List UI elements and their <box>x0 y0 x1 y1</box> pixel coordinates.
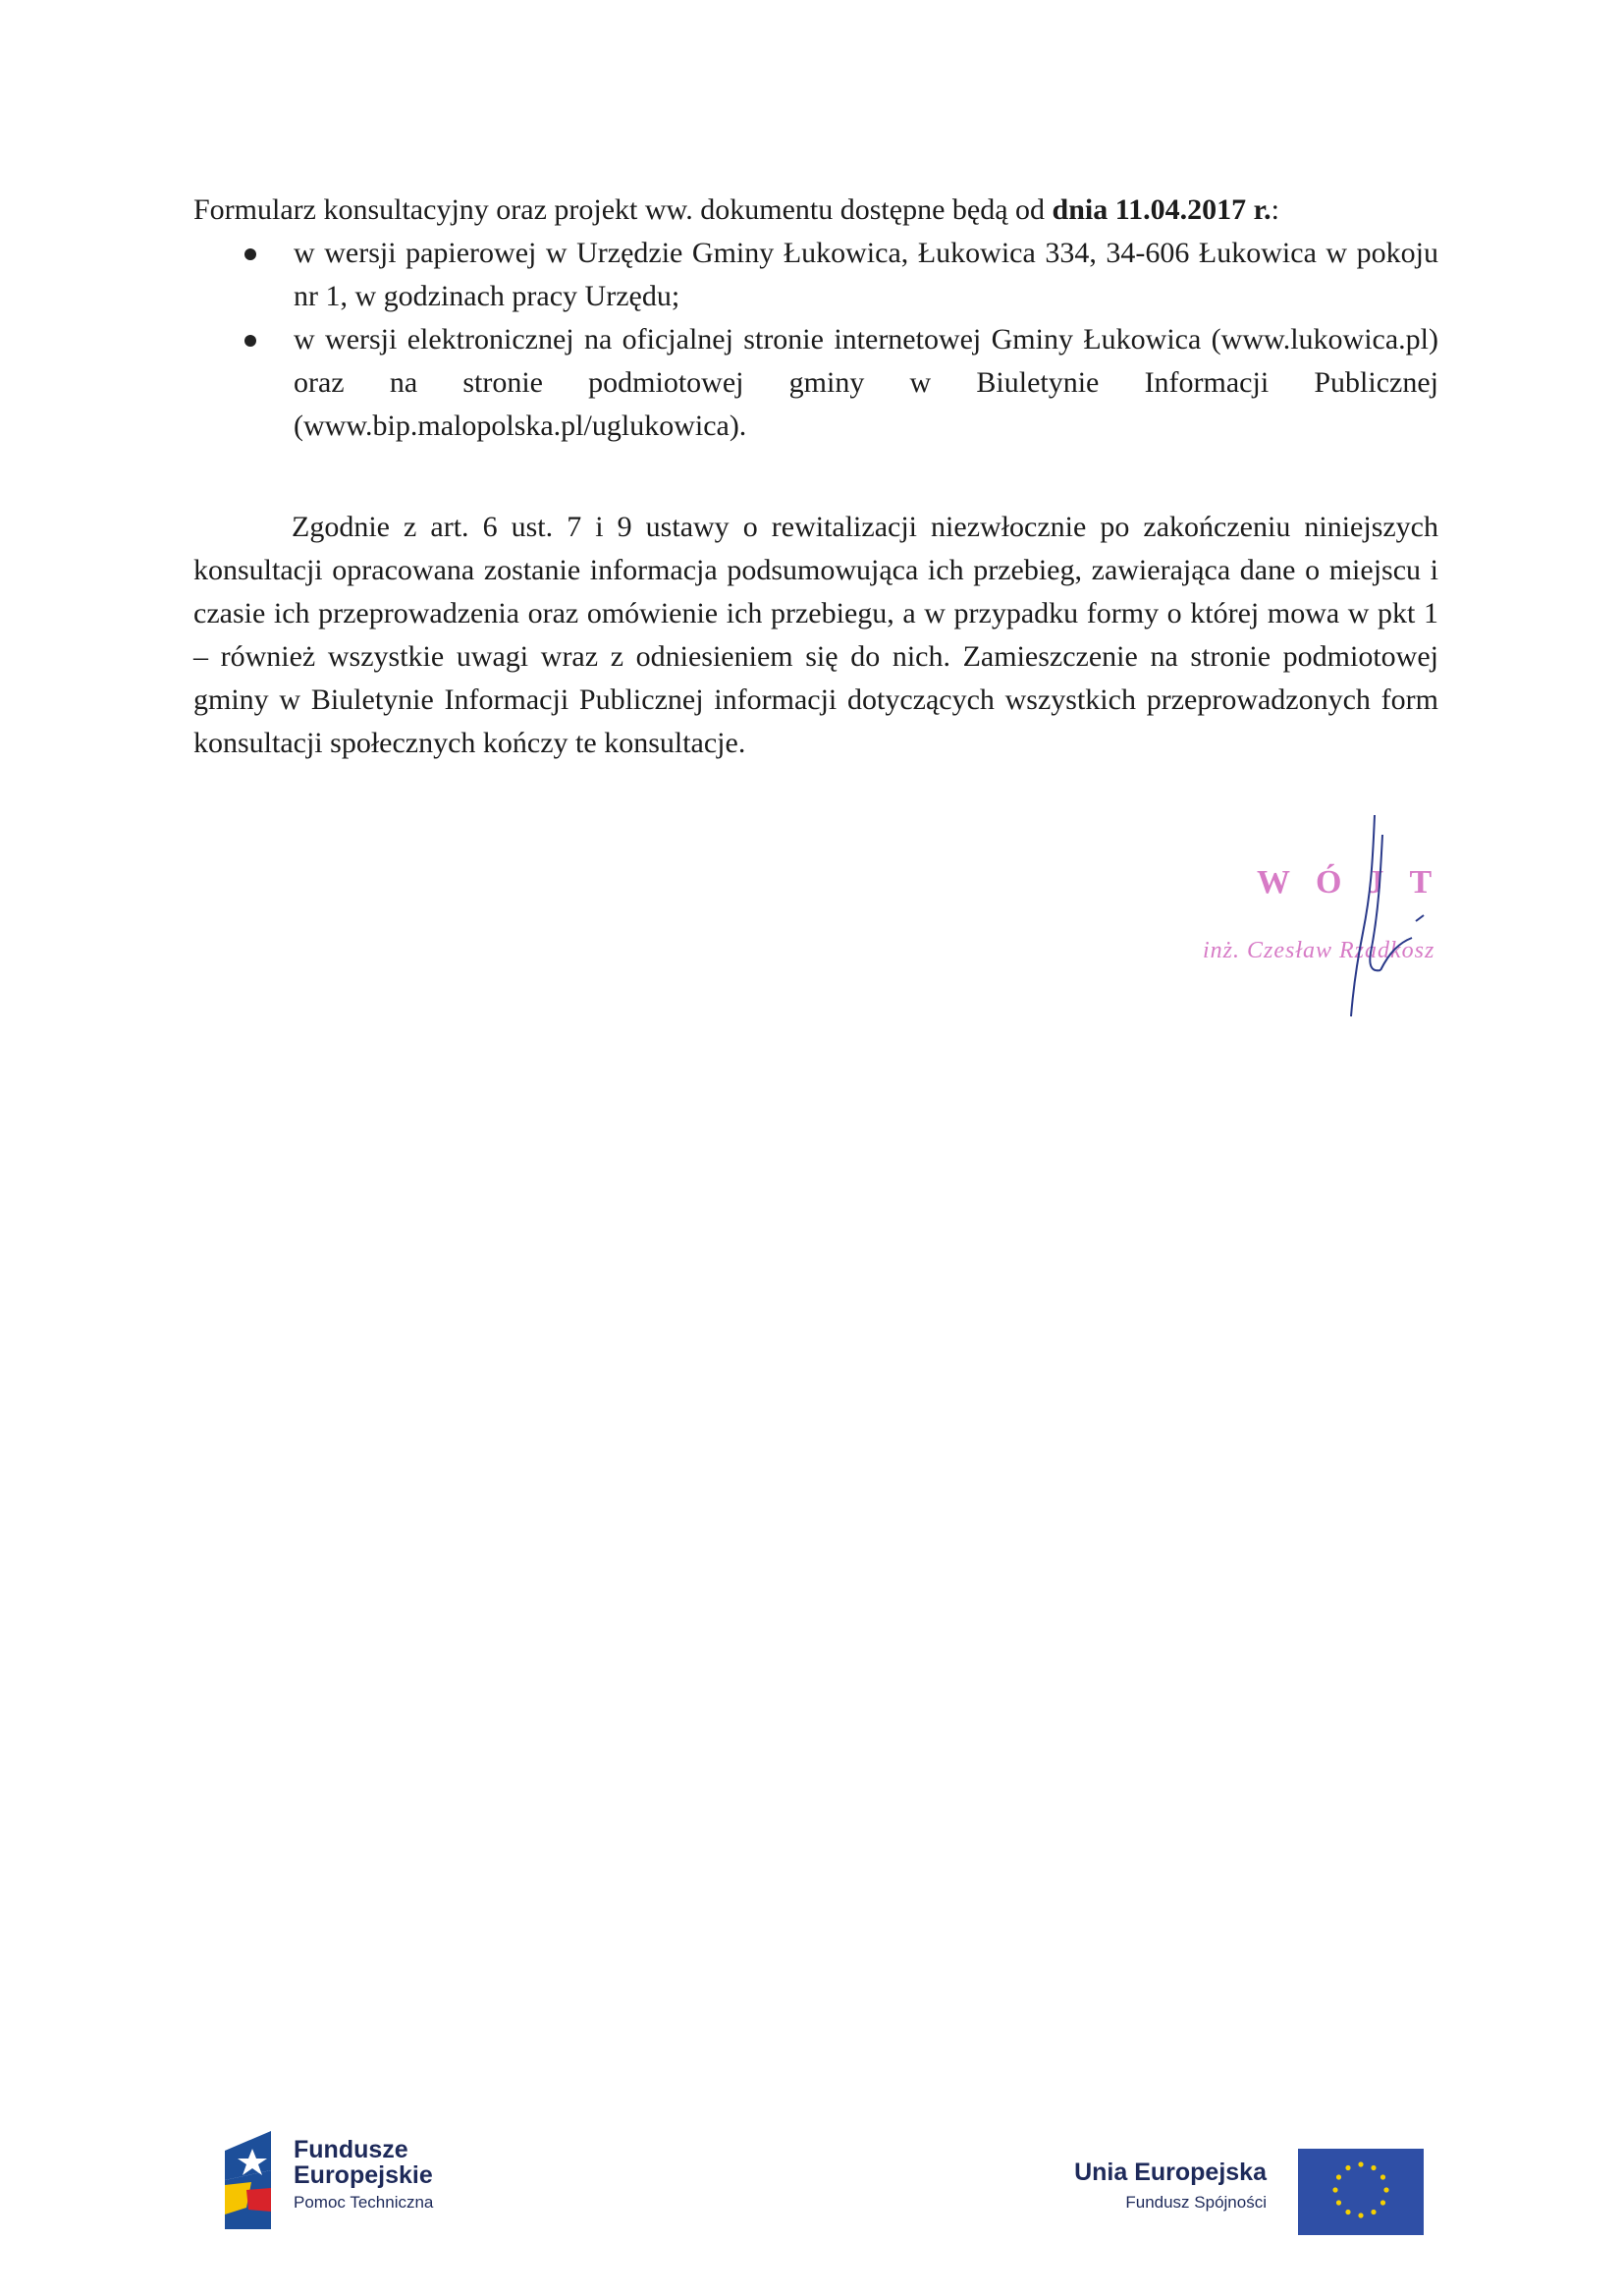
stamp-title: WÓJT <box>1257 864 1458 901</box>
intro-paragraph <box>193 189 1438 232</box>
intro-text-before: Formularz konsultacyjny oraz projekt ww. dokumentu dostępne będą od <box>193 193 1053 226</box>
eu-flag-icon <box>1298 2149 1424 2235</box>
fe-line1: Fundusze <box>294 2136 408 2163</box>
list-item <box>193 232 1438 318</box>
ue-subtitle: Fundusz Spójności <box>1125 2193 1267 2212</box>
list-item-text: w wersji papierowej w Urzędzie Gminy Łukowica, Łukowica 334, 34-606 Łukowica w pokoju nr 1, w godzinach pracy Urzędu; <box>294 237 1438 312</box>
fundusze-europejskie-logo <box>217 2131 512 2229</box>
fe-text <box>294 2137 433 2215</box>
ue-text <box>1074 2159 1267 2213</box>
fe-subtitle: Pomoc Techniczna <box>294 2193 434 2212</box>
ue-title: Unia Europejska <box>1074 2159 1267 2186</box>
bullet-icon <box>244 335 256 347</box>
stamp-name: inż. Czesław Rzadkosz <box>1203 938 1435 963</box>
intro-date: dnia 11.04.2017 r. <box>1052 193 1271 226</box>
availability-list <box>193 232 1438 448</box>
fe-star-icon <box>217 2131 286 2229</box>
fe-line2: Europejskie <box>294 2161 433 2189</box>
unia-europejska-logo <box>1041 2149 1424 2239</box>
intro-text-after: : <box>1271 193 1279 226</box>
signature-block <box>1188 805 1512 1031</box>
body-paragraph: Zgodnie z art. 6 ust. 7 i 9 ustawy o rewitalizacji niezwłocznie po zakończeniu niniejszych konsultacji opracowana zostanie informacja podsumowująca ich przebieg, zawierająca dane o miejscu i czasie ich przeprowadzenia oraz omówienie ich przebiegu, a w przypadku formy o której mowa w pkt 1 – również wszystkie uwagi wraz z odniesieniem się do nich. Zamieszczenie na stronie podmiotowej gminy w Biuletynie Informacji Publicznej informacji dotyczących wszystkich przeprowadzonych form konsultacji społecznych kończy te konsultacje. <box>193 511 1438 759</box>
bullet-icon <box>244 248 256 260</box>
handwritten-signature <box>1188 805 1512 1031</box>
list-item-text: w wersji elektronicznej na oficjalnej stronie internetowej Gminy Łukowica (www.lukowica.pl) oraz na stronie podmiotowej gminy w Biuletynie Informacji Publicznej (www.bip.malopolska.pl/uglukowica). <box>294 323 1438 442</box>
list-item <box>193 318 1438 448</box>
